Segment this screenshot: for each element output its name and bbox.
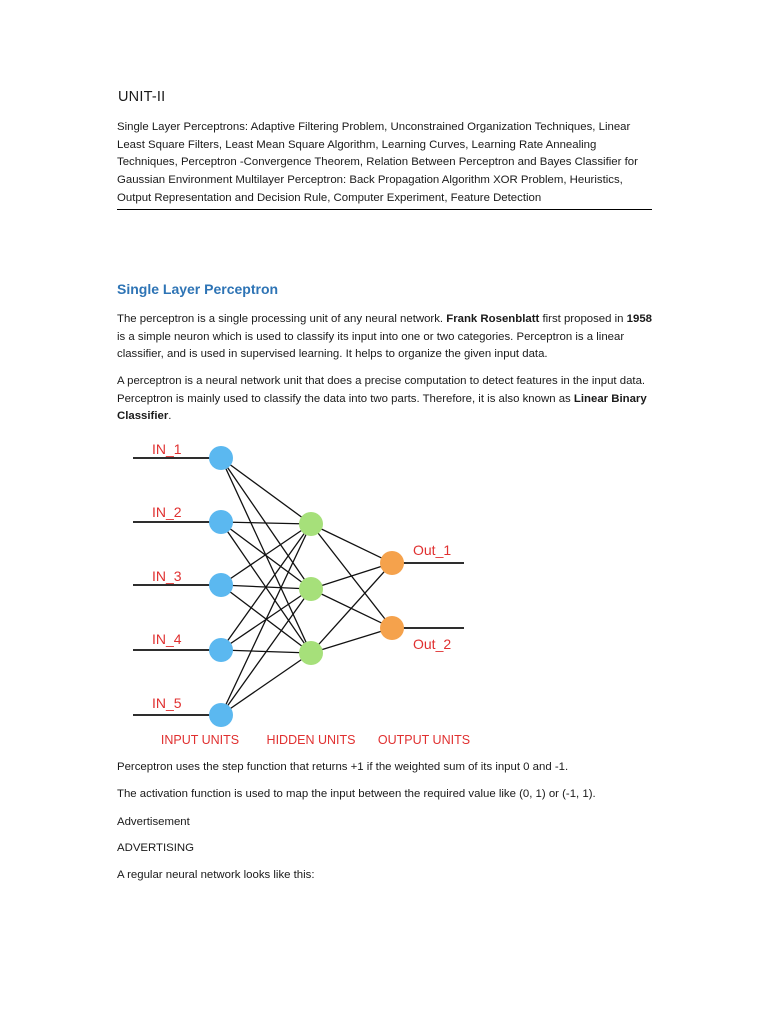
intro-paragraph (117, 311, 657, 364)
text-span: A perceptron is a neural network unit that does a precise computation to detect features in the input data. Perceptron is mainly used to classify the data into two parts. Therefore, it is also known as (117, 375, 646, 405)
text-span: first proposed in (539, 313, 627, 325)
regular-network-paragraph: A regular neural network looks like this: (117, 869, 315, 881)
caption-input-units: INPUT UNITS (160, 733, 240, 747)
caption-hidden-units: HIDDEN UNITS (266, 733, 356, 747)
unit-title: UNIT-II (118, 89, 166, 105)
output-node (380, 551, 404, 575)
syllabus-paragraph: Single Layer Perceptrons: Adaptive Filtering Problem, Unconstrained Organization Techniques, Linear Least Square Filters, Least Mean Square Algorithm, Learning Curves, Learning Rate Annealing Techniques, Perceptron -Convergence Theorem, Relation Between Perceptron and Bayes Classifier for Gaussian Environment Multilayer Perceptron: Back Propagation Algorithm XOR Problem, Heuristics, Output Representation and Decision Rule, Computer Experiment, Feature Detection (117, 121, 638, 204)
text-span: is a simple neuron which is used to classify its input into one or two categories. Perceptron is a linear classifier, and is used in supervised learning. It helps to organize the given input data. (117, 330, 625, 361)
input-node (209, 510, 233, 534)
hidden-node (299, 641, 323, 665)
network-diagram (117, 433, 497, 751)
network-diagram-svg (117, 433, 497, 751)
input-label: IN_5 (152, 695, 182, 711)
input-node (209, 446, 233, 470)
output-label: Out_1 (413, 542, 452, 558)
output-label: Out_2 (413, 636, 452, 652)
step-function-paragraph: Perceptron uses the step function that returns +1 if the weighted sum of its input 0 and -1. (117, 761, 569, 773)
hidden-node (299, 577, 323, 601)
advertisement-label: Advertisement (117, 816, 190, 828)
hidden-node (299, 512, 323, 536)
advertising-label: ADVERTISING (117, 842, 195, 854)
bold-term: Linear Binary Classifier (117, 392, 647, 423)
horizontal-divider (117, 209, 652, 210)
input-node (209, 703, 233, 727)
input-node (209, 638, 233, 662)
caption-output-units: OUTPUT UNITS (377, 733, 471, 747)
bold-author: Frank Rosenblatt (446, 313, 540, 325)
output-node (380, 616, 404, 640)
input-label: IN_1 (152, 441, 182, 457)
text-span: . (168, 410, 172, 423)
input-label: IN_2 (152, 504, 182, 520)
input-node (209, 573, 233, 597)
bold-year: 1958 (626, 313, 653, 325)
input-label: IN_4 (152, 631, 182, 647)
input-label: IN_3 (152, 568, 182, 584)
classifier-paragraph (117, 373, 657, 426)
section-heading: Single Layer Perceptron (117, 281, 279, 297)
text-span: The perceptron is a single processing unit of any neural network. (117, 313, 447, 325)
activation-paragraph: The activation function is used to map the input between the required value like (0, 1) or (-1, 1). (117, 788, 596, 800)
